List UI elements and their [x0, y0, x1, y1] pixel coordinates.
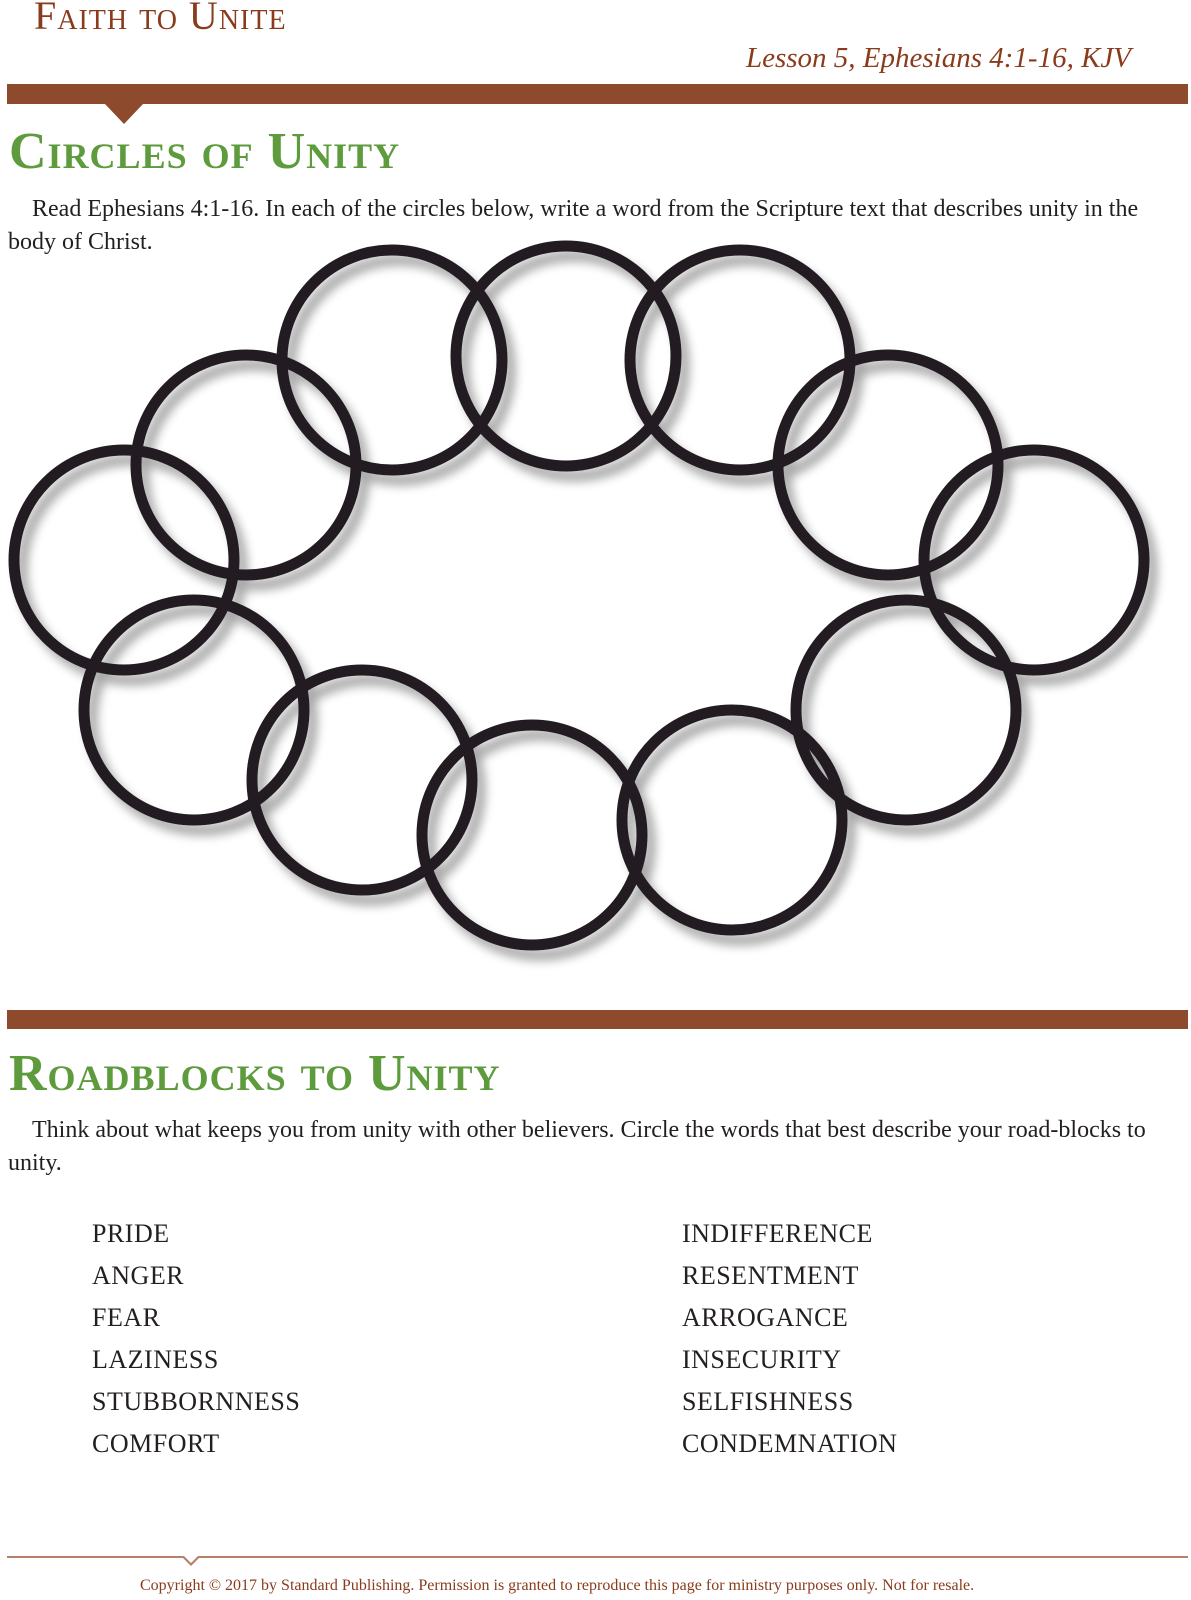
roadblock-word[interactable]: LAZINESS	[92, 1345, 219, 1374]
unity-ring[interactable]	[622, 710, 842, 930]
circles-instructions: Read Ephesians 4:1-16. In each of the circles below, write a word from the Scripture text that describes unity in the body of Christ.	[8, 196, 1139, 255]
roadblock-word[interactable]: ANGER	[92, 1261, 185, 1290]
roadblock-word[interactable]: COMFORT	[92, 1429, 220, 1458]
header-divider-notch	[105, 104, 143, 124]
unity-rings-diagram	[0, 240, 1191, 970]
roadblock-word[interactable]: STUBBORNNESS	[92, 1387, 301, 1416]
series-title: Faith to Unite	[34, 0, 287, 38]
roadblock-word[interactable]: SELFISHNESS	[682, 1387, 854, 1416]
header-divider-bar	[7, 84, 1188, 104]
footer-notch-inner	[184, 1556, 198, 1563]
roadblock-words-left-column	[92, 1213, 572, 1465]
unity-ring[interactable]	[796, 600, 1016, 820]
roadblock-word[interactable]: CONDEMNATION	[682, 1429, 898, 1458]
section-divider-bar	[7, 1010, 1188, 1029]
unity-ring[interactable]	[924, 450, 1144, 670]
roadblock-word[interactable]: ARROGANCE	[682, 1303, 849, 1332]
roadblock-word[interactable]: INDIFFERENCE	[682, 1219, 873, 1248]
lesson-reference: Lesson 5, Ephesians 4:1-16, KJV	[745, 42, 1131, 74]
roadblocks-instructions: Think about what keeps you from unity with other believers. Circle the words that best describe your road-blocks to unity.	[8, 1117, 1146, 1176]
roadblock-word[interactable]: FEAR	[92, 1303, 161, 1332]
roadblocks-to-unity-heading: Roadblocks to Unity	[9, 1045, 501, 1102]
roadblock-word[interactable]: PRIDE	[92, 1219, 170, 1248]
unity-ring[interactable]	[282, 250, 502, 470]
roadblock-word[interactable]: INSECURITY	[682, 1345, 842, 1374]
roadblock-words-right-column	[682, 1213, 1162, 1465]
unity-ring[interactable]	[456, 246, 676, 466]
unity-ring[interactable]	[630, 250, 850, 470]
unity-ring[interactable]	[778, 355, 998, 575]
circles-of-unity-heading: Circles of Unity	[9, 123, 401, 180]
copyright-notice: Copyright © 2017 by Standard Publishing. Permission is granted to reproduce this page for ministry purposes only. Not for resale.	[140, 1577, 975, 1594]
roadblock-word[interactable]: RESENTMENT	[682, 1261, 859, 1290]
